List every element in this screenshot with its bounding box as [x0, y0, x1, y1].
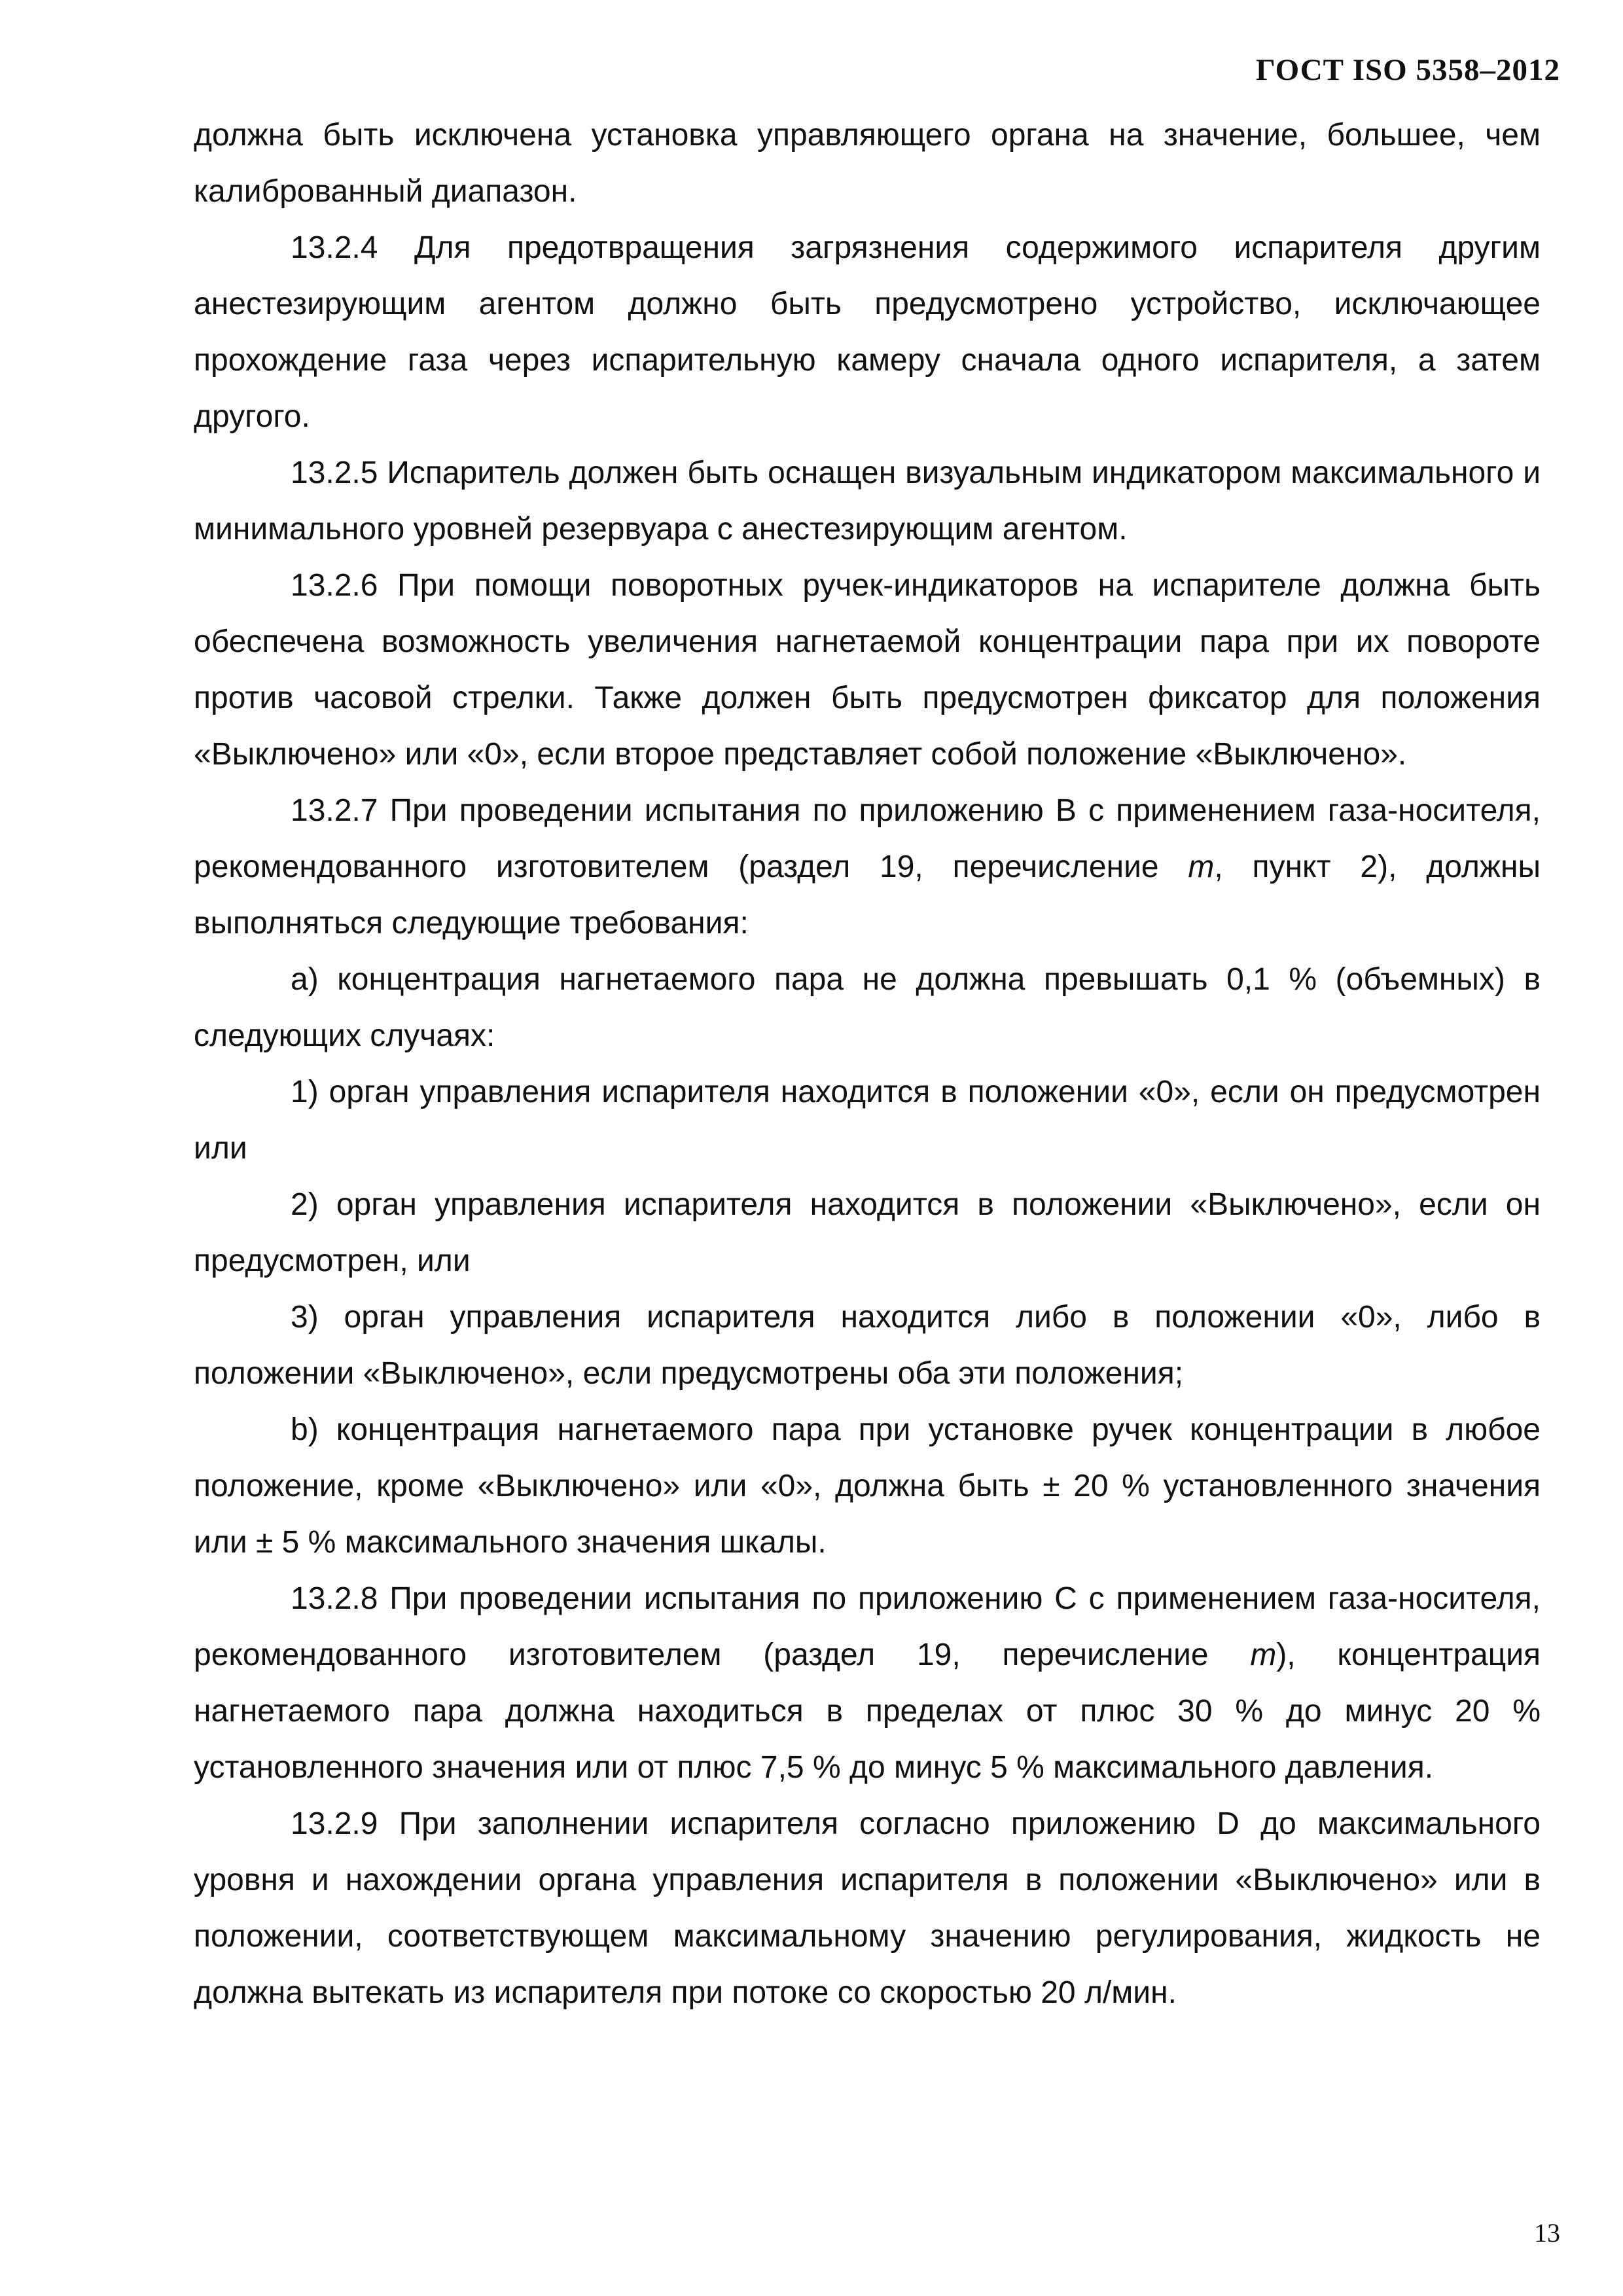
clause-13-2-9: 13.2.9 При заполнении испарителя согласно приложению D до максимального уровня и нахождении органа управления испарителя в положении «Выключено» или в положении, соответствующем максимальному значению регулирования, жидкость не должна вытекать из испарителя при потоке со скоростью 20 л/мин. [194, 1806, 1541, 2010]
list-item-b: b) концентрация нагнетаемого пара при установке ручек концентрации в любое положение, кроме «Выключено» или «0», должна быть ± 20 % установленного значения или ± 5 % максимального значения шкалы. [194, 1412, 1541, 1560]
list-item-a-3: 3) орган управления испарителя находится либо в положении «0», либо в положении «Выключено», если предусмотрены оба эти положения; [194, 1300, 1541, 1391]
clause-13-2-8-text-end: ), концентрация нагнетаемого пара должна находиться в пределах от плюс 30 % до минус 20 % установленного значения или от плюс 7,5 % до минус 5 % максимального давления. [194, 1638, 1541, 1785]
clause-13-2-4: 13.2.4 Для предотвращения загрязнения содержимого испарителя другим анестезирующим агентом должно быть предусмотрено устройство, исключающее прохождение газа через испарительную камеру сначала одного испарителя, а затем другого. [194, 230, 1541, 434]
clause-13-2-6: 13.2.6 При помощи поворотных ручек-индикаторов на испарителе должна быть обеспечена возможность увеличения нагнетаемой концентрации пара при их повороте против часовой стрелки. Также должен быть предусмотрен фиксатор для положения «Выключено» или «0», если второе представляет собой положение «Выключено». [194, 568, 1541, 772]
list-item-a-2: 2) орган управления испарителя находится в положении «Выключено», если он предусмотрен, или [194, 1187, 1541, 1278]
clause-13-2-8-text: 13.2.8 При проведении испытания по приложению С с применением газа-носителя, рекомендованного изготовителем (раздел 19, перечисление [194, 1581, 1541, 1672]
document-code-header: ГОСТ ISO 5358–2012 [1255, 53, 1560, 87]
list-item-a-1: 1) орган управления испарителя находится в положении «0», если он предусмотрен или [194, 1075, 1541, 1166]
clause-13-2-7 [194, 783, 1541, 952]
enumeration-letter-m: m [1188, 850, 1215, 884]
clause-13-2-7-text-end: , пункт 2), должны выполняться следующие требования: [194, 850, 1541, 941]
list-item-a: a) концентрация нагнетаемого пара не должна превышать 0,1 % (объемных) в следующих случаях: [194, 962, 1541, 1053]
enumeration-letter-m: m [1250, 1638, 1277, 1672]
clause-13-2-8 [194, 1571, 1541, 1796]
page-number: 13 [1534, 2218, 1560, 2248]
document-body [194, 107, 1541, 2021]
clause-13-2-7-text: 13.2.7 При проведении испытания по приложению В с применением газа-носителя, рекомендованного изготовителем (раздел 19, перечисление [194, 793, 1541, 884]
clause-13-2-5: 13.2.5 Испаритель должен быть оснащен визуальным индикатором максимального и минимального уровней резервуара с анестезирующим агентом. [194, 456, 1541, 547]
paragraph-continuation: должна быть исключена установка управляющего органа на значение, большее, чем калиброванный диапазон. [194, 118, 1541, 209]
